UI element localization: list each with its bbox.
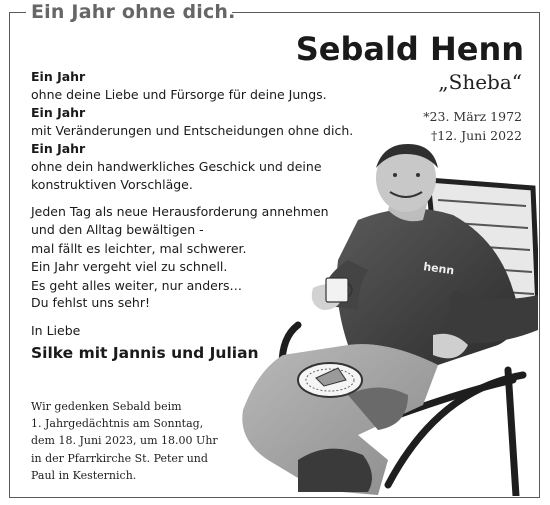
poem-line: ohne deine Liebe und Fürsorge für deine Jungs. <box>31 87 327 102</box>
death-date: †12. Juni 2022 <box>431 128 522 143</box>
poem-line: mit Veränderungen und Entscheidungen ohne dich. <box>31 123 354 138</box>
frame-top-right <box>232 12 540 13</box>
verse-line: und den Alltag bewältigen - <box>31 222 204 238</box>
verse-line: Jeden Tag als neue Herausforderung annehmen <box>31 204 329 219</box>
memorial-line: in der Pfarrkirche St. Peter und <box>31 451 208 465</box>
poem-line: Ein Jahr <box>31 105 86 120</box>
closing-greeting: In Liebe <box>31 323 81 338</box>
poem-line: Ein Jahr <box>31 141 86 156</box>
poem-line: ohne dein handwerkliches Geschick und deine <box>31 159 322 174</box>
verse-line: mal fällt es leichter, mal schwerer. <box>31 240 247 256</box>
memorial-line: Wir gedenken Sebald beim <box>31 400 182 413</box>
signers: Silke mit Jannis und Julian <box>31 344 259 362</box>
memorial-notice <box>31 398 218 484</box>
poem-line: konstruktiven Vorschläge. <box>31 177 193 192</box>
plate-icon <box>298 363 362 397</box>
portrait-photo <box>238 140 538 496</box>
shirt-logo: henn <box>422 260 456 278</box>
birth-date: *23. März 1972 <box>423 109 522 124</box>
header-title: Ein Jahr ohne dich. <box>31 1 236 23</box>
cup-icon <box>326 278 352 302</box>
memorial-line: Paul in Kesternich. <box>31 468 137 482</box>
shoe-icon <box>298 449 372 492</box>
verse-line: Ein Jahr vergeht viel zu schnell. <box>31 259 228 275</box>
miss-you-line: Du fehlst uns sehr! <box>31 295 151 310</box>
frame-top-left <box>9 12 26 13</box>
deceased-nickname: „Sheba“ <box>438 70 522 94</box>
memorial-line: 1. Jahrgedächtnis am Sonntag, <box>31 417 204 431</box>
memorial-line: dem 18. Juni 2023, um 18.00 Uhr <box>31 434 218 448</box>
poem-line: Ein Jahr <box>31 69 86 84</box>
deceased-name: Sebald Henn <box>295 30 524 68</box>
verse-line: Es geht alles weiter, nur anders… <box>31 277 242 293</box>
